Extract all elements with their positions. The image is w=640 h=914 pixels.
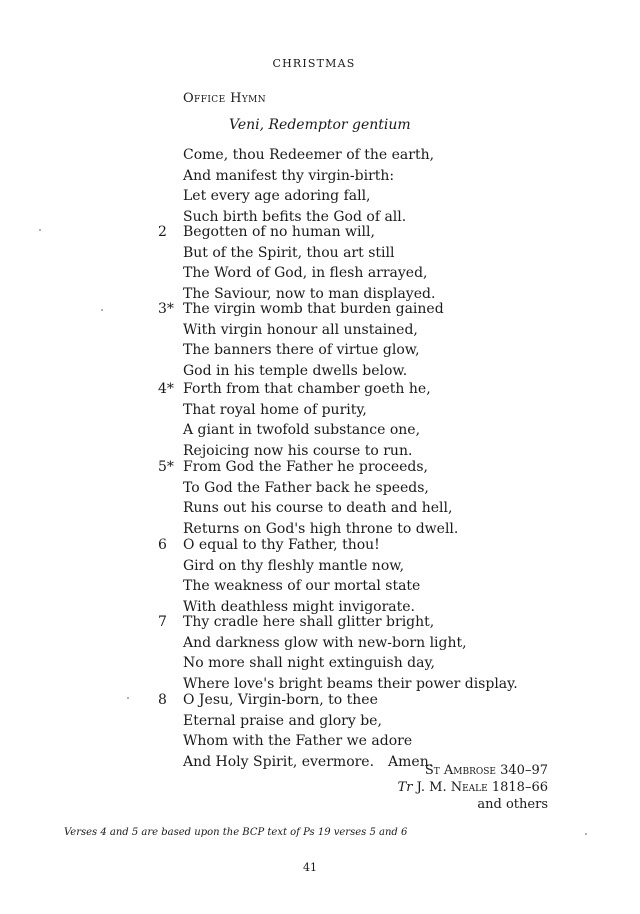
verse-line-text: Gird on thy fleshly mantle now, xyxy=(183,557,405,574)
author-name: St Ambrose xyxy=(424,763,496,778)
verse-line-text: Rejoicing now his course to run. xyxy=(183,442,413,459)
verse-line-text: The Saviour, now to man displayed. xyxy=(183,285,436,302)
verse-lines xyxy=(183,299,444,381)
verse-line-text: With deathless might invigorate. xyxy=(183,598,416,615)
author-dates: 340–97 xyxy=(500,763,548,778)
verse-line-text: Thy cradle here shall glitter bright, xyxy=(183,614,435,630)
verse-line-text: God in his temple dwells below. xyxy=(183,362,408,379)
verse-line-text: The virgin womb that burden gained xyxy=(183,301,444,317)
verse-line xyxy=(183,653,518,674)
verse-line xyxy=(183,752,433,773)
verse-line xyxy=(183,556,420,577)
scan-speck xyxy=(127,697,129,699)
verse-lines xyxy=(183,379,431,461)
attribution xyxy=(398,762,548,813)
verse-line-text: The banners there of virtue glow, xyxy=(183,342,420,358)
verse-line-text: The weakness of our mortal state xyxy=(183,578,421,594)
verse-line xyxy=(183,690,433,711)
scan-speck xyxy=(101,309,103,311)
verse-line xyxy=(183,731,433,752)
verse-line xyxy=(183,222,435,243)
verse-number: 2 xyxy=(158,224,167,240)
verse-lines xyxy=(183,612,518,694)
verse-number: 5* xyxy=(158,459,174,475)
translator-name: J. M. Neale xyxy=(416,780,488,795)
verse-line-text: Runs out his course to death and hell, xyxy=(183,500,453,516)
verse-line-text: O Jesu, Virgin-born, to thee xyxy=(183,692,378,708)
verse-line-text: Eternal praise and glory be, xyxy=(183,712,382,729)
verse-line-text: O equal to thy Father, thou! xyxy=(183,537,380,553)
scan-speck xyxy=(39,229,41,231)
footnote: Verses 4 and 5 are based upon the BCP text of Ps 19 verses 5 and 6 xyxy=(64,827,408,838)
verse-line-text: A giant in twofold substance one, xyxy=(183,422,421,438)
verse-lines xyxy=(183,145,434,227)
verse-line-text: Where love's bright beams their power display. xyxy=(183,675,518,692)
verse-line xyxy=(183,400,431,421)
page-header: CHRISTMAS xyxy=(272,57,356,70)
translator-prefix: Tr xyxy=(397,780,413,795)
verse-line xyxy=(183,633,518,654)
verse-line xyxy=(183,299,444,320)
verse-line-text: Begotten of no human will, xyxy=(183,224,375,240)
verse-line xyxy=(183,379,431,400)
verse-line-text: And Holy Spirit, evermore. xyxy=(183,753,375,770)
verse-line xyxy=(183,243,435,264)
verse-line-text: No more shall night extinguish day, xyxy=(183,655,435,671)
amen: Amen. xyxy=(388,753,434,770)
translator-line xyxy=(398,779,548,796)
verse-line-text: Whom with the Father we adore xyxy=(183,733,413,749)
verse-line-text: Come, thou Redeemer of the earth, xyxy=(183,147,435,163)
verse-line-text: With virgin honour all unstained, xyxy=(183,321,418,338)
hymn-heading: Office Hymn xyxy=(183,91,267,106)
verse-line-text: To God the Father back he speeds, xyxy=(183,479,429,496)
verse-number: 4* xyxy=(158,381,174,397)
verse-line-text: Forth from that chamber goeth he, xyxy=(183,381,431,397)
verse-line xyxy=(183,576,420,597)
verse-line xyxy=(183,320,444,341)
verse-line xyxy=(183,535,420,556)
verse-line-text: From God the Father he proceeds, xyxy=(183,459,428,475)
verse-line-text: Let every age adoring fall, xyxy=(183,188,371,204)
verse-line-text: And darkness glow with new-born light, xyxy=(183,634,467,651)
verse-number: 8 xyxy=(158,692,167,708)
verse-number: 6 xyxy=(158,537,167,553)
verse-line-text: Returns on God's high throne to dwell. xyxy=(183,520,459,537)
verse-line xyxy=(183,166,434,187)
verse-line xyxy=(183,361,444,382)
verse-line xyxy=(183,478,458,499)
verse-line xyxy=(183,186,434,207)
verse-line-text: The Word of God, in flesh arrayed, xyxy=(183,265,428,281)
verse-line xyxy=(183,612,518,633)
verse-line xyxy=(183,263,435,284)
scan-speck xyxy=(585,833,587,835)
verse-line xyxy=(183,457,458,478)
verse-lines xyxy=(183,535,420,617)
verse-line xyxy=(183,340,444,361)
verse-line xyxy=(183,420,431,441)
verse-line xyxy=(183,498,458,519)
verse-lines xyxy=(183,222,435,304)
others-line: and others xyxy=(477,797,548,812)
verse-line-text: That royal home of purity, xyxy=(183,401,367,418)
verse-line xyxy=(183,145,434,166)
verse-lines xyxy=(183,690,433,772)
page-number: 41 xyxy=(303,861,317,874)
translator-dates: 1818–66 xyxy=(491,780,548,795)
verse-line-text: Such birth befits the God of all. xyxy=(183,208,407,225)
verse-number: 7 xyxy=(158,614,167,630)
verse-line xyxy=(183,711,433,732)
author-line xyxy=(398,762,548,779)
verse-line-text: But of the Spirit, thou art still xyxy=(183,244,395,261)
latin-title: Veni, Redemptor gentium xyxy=(229,117,411,133)
verse-lines xyxy=(183,457,458,539)
verse-line-text: And manifest thy virgin-birth: xyxy=(183,167,395,184)
verse-number: 3* xyxy=(158,301,174,317)
